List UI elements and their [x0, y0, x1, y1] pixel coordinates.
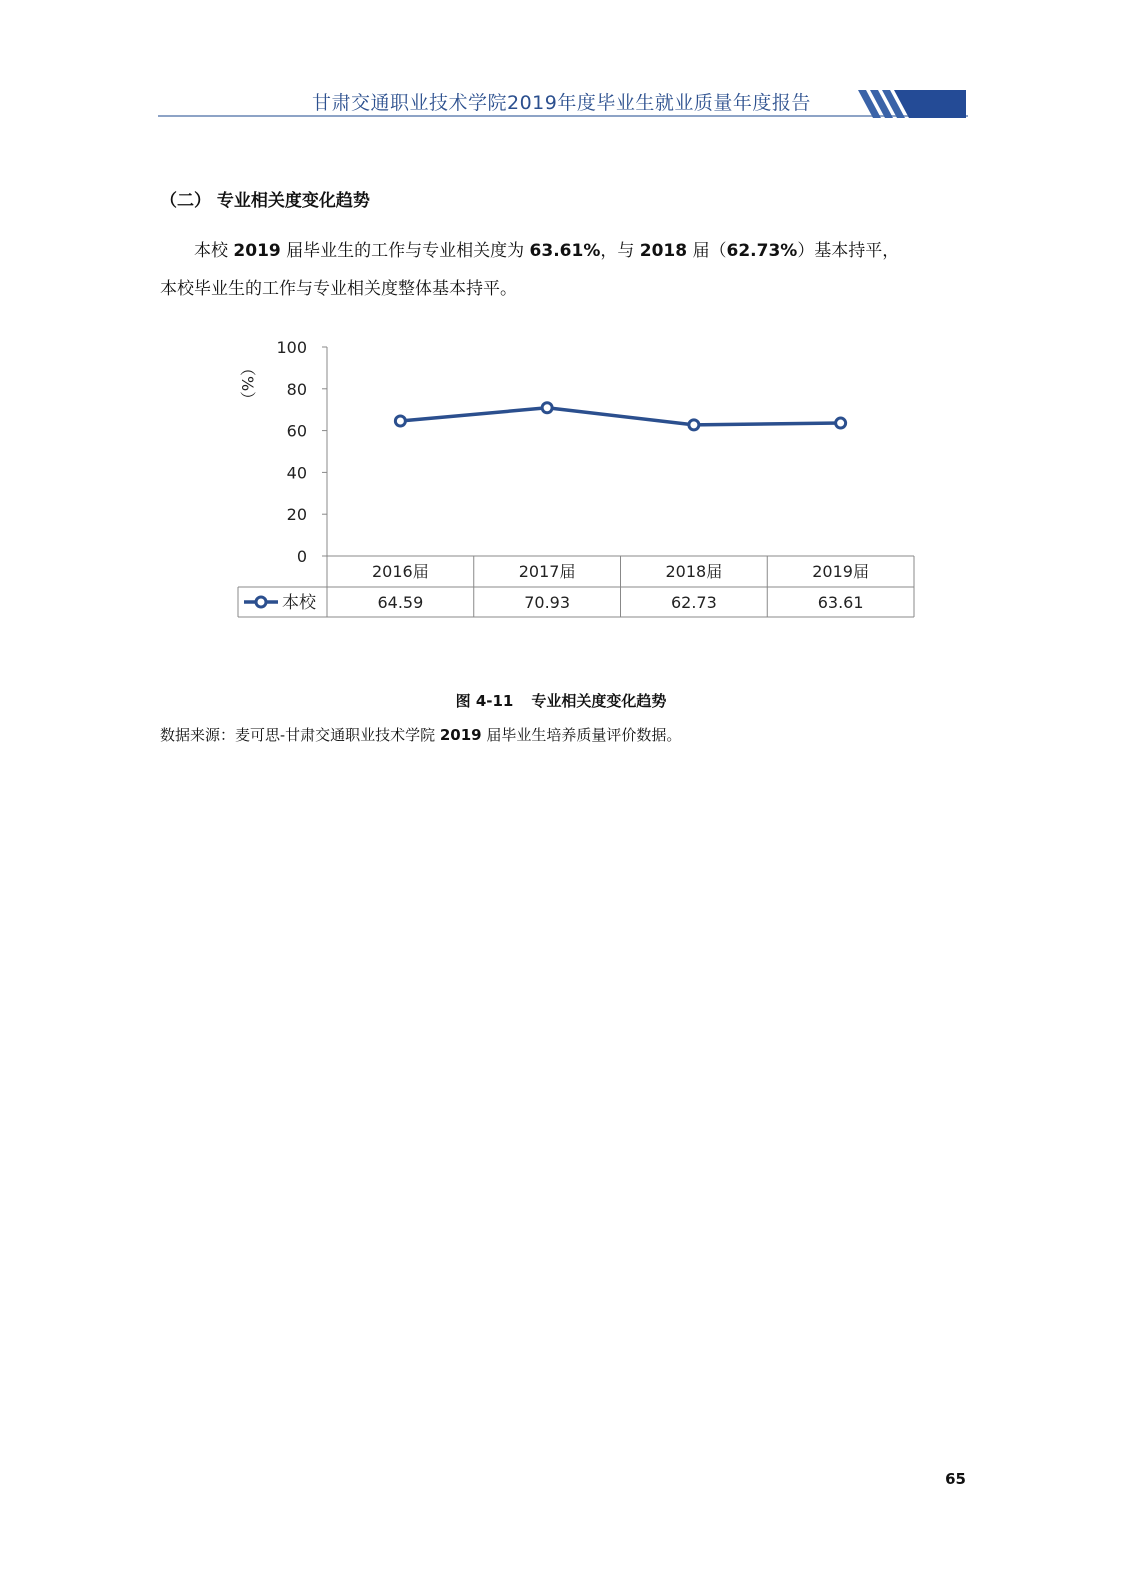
- relevance-trend-chart: [230, 330, 930, 630]
- data-source-note: [160, 724, 681, 745]
- report-header-title: 甘肃交通职业技术学院2019年度毕业生就业质量年度报告: [312, 92, 811, 114]
- x-category-label: 2017届: [518, 562, 576, 581]
- source-text: 数据来源：麦可思-甘肃交通职业技术学院: [160, 726, 440, 744]
- para-text: 本校: [194, 241, 234, 261]
- y-axis-label: （%）: [238, 360, 257, 408]
- para-value-2019: 63.61%: [529, 241, 601, 261]
- data-value-label: 63.61: [817, 593, 864, 612]
- para-text: ，与: [600, 241, 640, 261]
- figure-title: 专业相关度变化趋势: [531, 692, 667, 710]
- y-tick-label: 100: [276, 338, 307, 357]
- body-paragraph: [160, 232, 968, 308]
- data-point-marker: [395, 416, 405, 426]
- data-value-label: 70.93: [524, 593, 571, 612]
- para-text: 届毕业生的工作与专业相关度为: [280, 241, 530, 261]
- x-category-label: 2016届: [372, 562, 429, 581]
- legend-series-name: 本校: [282, 593, 316, 613]
- y-tick-label: 20: [286, 505, 307, 525]
- page-number: 65: [945, 1470, 966, 1488]
- data-point-marker: [836, 418, 846, 428]
- source-year: 2019: [439, 726, 482, 744]
- header-stripe-logo: [858, 90, 968, 118]
- y-tick-label: 80: [286, 379, 307, 399]
- data-value-label: 64.59: [377, 593, 424, 612]
- legend-marker: [256, 597, 266, 607]
- para-year-2019: 2019: [233, 241, 281, 261]
- y-tick-label: 0: [296, 547, 307, 566]
- para-year-2018: 2018: [639, 241, 688, 261]
- series-line-本校: [400, 408, 840, 425]
- para-text: ）基本持平，: [797, 241, 900, 261]
- data-point-marker: [542, 403, 552, 413]
- x-category-label: 2019届: [812, 562, 869, 581]
- header-divider: [158, 115, 968, 117]
- data-value-label: 62.73: [670, 593, 717, 612]
- para-value-2018: 62.73%: [726, 241, 798, 261]
- figure-caption: [0, 690, 1122, 711]
- paragraph-line-2: 本校毕业生的工作与专业相关度整体基本持平。: [160, 279, 517, 299]
- y-tick-label: 40: [286, 463, 307, 483]
- source-text: 届毕业生培养质量评价数据。: [481, 726, 682, 744]
- section-heading: （二） 专业相关度变化趋势: [160, 191, 370, 211]
- data-point-marker: [689, 420, 699, 430]
- para-text: 届（: [687, 241, 727, 261]
- paragraph-line-1: [160, 232, 968, 270]
- figure-label: 图 4-11: [455, 692, 514, 710]
- y-tick-label: 60: [286, 421, 307, 441]
- x-category-label: 2018届: [665, 562, 723, 581]
